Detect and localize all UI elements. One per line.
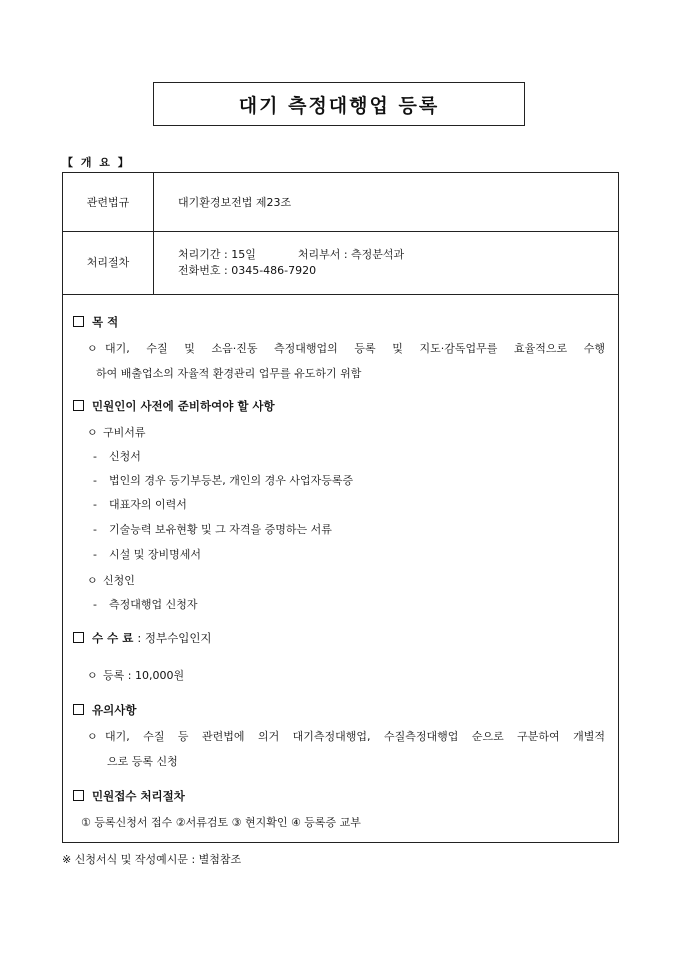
purpose-heading: 목 적 xyxy=(73,314,118,330)
procedure-row xyxy=(63,232,619,295)
flow-steps: ① 등록신청서 접수 ②서류검토 ③ 현지확인 ④ 등록증 교부 xyxy=(81,816,361,829)
notes-line-2: 으로 등록 신청 xyxy=(107,755,178,768)
docs-label: ㅇ 구비서류 xyxy=(87,426,146,439)
procedure-line-1 xyxy=(178,247,617,263)
doc-item: - 대표자의 이력서 xyxy=(93,498,187,511)
checkbox-square-icon xyxy=(73,316,84,327)
prep-heading: 민원인이 사전에 준비하여야 할 사항 xyxy=(73,398,275,414)
checkbox-square-icon xyxy=(73,632,84,643)
processing-period: 처리기간 : 15일 xyxy=(178,248,256,261)
fee-item: ㅇ 등록 : 10,000원 xyxy=(87,669,185,682)
law-key: 관련법규 xyxy=(63,173,154,232)
purpose-line-1: 대기, 수질 및 소음·진동 측정대행업의 등록 및 지도·감독업무를 효율적으로 수행 xyxy=(105,342,605,355)
flow-heading: 민원접수 처리절차 xyxy=(73,788,185,804)
applicant-label: ㅇ 신청인 xyxy=(87,574,135,587)
procedure-key: 처리절차 xyxy=(63,232,154,295)
checkbox-square-icon xyxy=(73,400,84,411)
doc-item: - 시설 및 장비명세서 xyxy=(93,548,202,561)
processing-dept: 처리부서 : 측정분석과 xyxy=(297,248,405,261)
notes-line-1: 대기, 수질 등 관련법에 의거 대기측정대행업, 수질측정대행업 순으로 구분하여 개별적 xyxy=(105,730,605,743)
law-row xyxy=(63,173,619,232)
fee-note: : 정부수입인지 xyxy=(137,631,212,645)
overview-label: 【 개 요 】 xyxy=(62,156,131,169)
footnote: ※ 신청서식 및 작성예시문 : 별첨참조 xyxy=(62,853,242,866)
purpose-line-2: 하여 배출업소의 자율적 환경관리 업무를 유도하기 위함 xyxy=(96,367,362,380)
doc-item: - 법인의 경우 등기부등본, 개인의 경우 사업자등록증 xyxy=(93,474,354,487)
checkbox-square-icon xyxy=(73,790,84,801)
notes-heading: 유의사항 xyxy=(73,702,136,718)
fee-heading: 수 수 료 : 정부수입인지 xyxy=(73,630,212,646)
info-table xyxy=(62,172,619,295)
law-value: 대기환경보전법 제23조 xyxy=(154,173,619,232)
phone-number: 전화번호 : 0345-486-7920 xyxy=(178,264,317,277)
procedure-value xyxy=(154,232,619,295)
page-title: 대기 측정대행업 등록 xyxy=(153,82,525,126)
doc-item: - 기술능력 보유현황 및 그 자격을 증명하는 서류 xyxy=(93,523,332,536)
applicant-item: - 측정대행업 신청자 xyxy=(93,598,198,611)
checkbox-square-icon xyxy=(73,704,84,715)
purpose-bullet: ㅇ xyxy=(87,342,98,355)
notes-bullet: ㅇ xyxy=(87,730,98,743)
doc-item: - 신청서 xyxy=(93,450,141,463)
details-box xyxy=(62,288,619,843)
